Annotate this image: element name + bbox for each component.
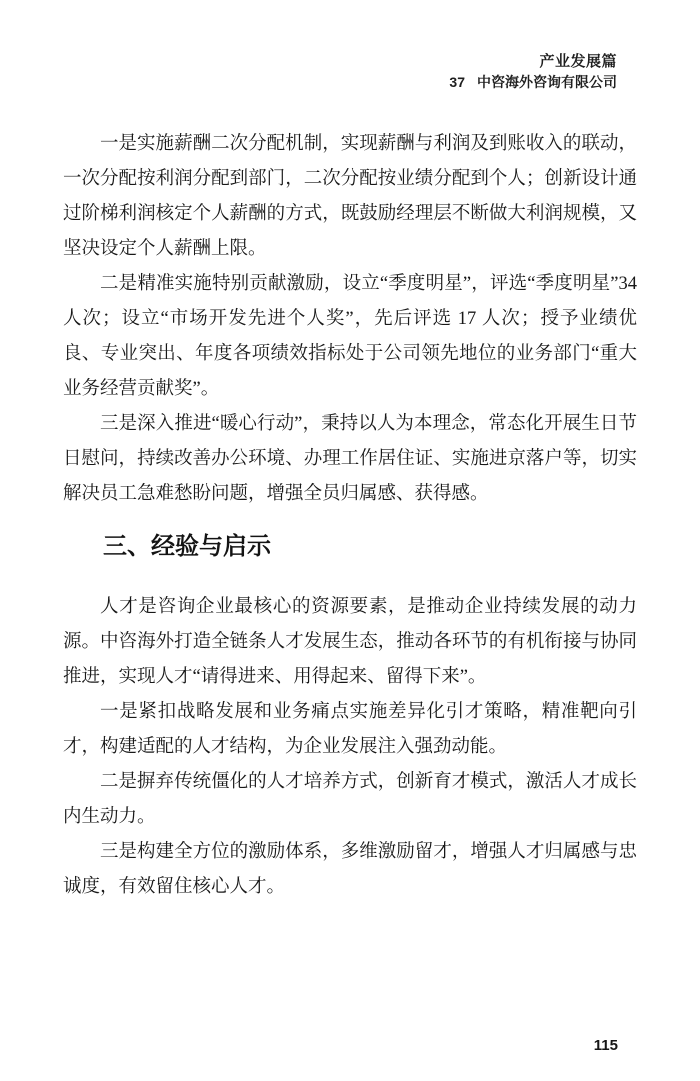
header-section-title: 产业发展篇 <box>539 53 617 70</box>
body-paragraph: 一是实施薪酬二次分配机制，实现薪酬与利润及到账收入的联动，一次分配按利润分配到部门，二次分配按业绩分配到个人；创新设计通过阶梯利润核定个人薪酬的方式，既鼓励经理层不断做大利润规模，又坚决设定个人薪酬上限。 <box>63 134 637 259</box>
page-header <box>449 53 617 90</box>
body-paragraph: 三是深入推进“暖心行动”，秉持以人为本理念，常态化开展生日节日慰问，持续改善办公环境、办理工作居住证、实施进京落户等，切实解决员工急难愁盼问题，增强全员归属感、获得感。 <box>63 414 637 504</box>
body-paragraph: 二是摒弃传统僵化的人才培养方式，创新育才模式，激活人才成长内生动力。 <box>63 772 637 827</box>
section-heading: 三、经验与启示 <box>103 533 271 560</box>
body-paragraph: 二是精准实施特别贡献激励，设立“季度明星”，评选“季度明星”34 人次；设立“市场开发先进个人奖”，先后评选 17 人次；授予业绩优良、专业突出、年度各项绩效指标处于公司领先地位的业务部门“重大业务经营贡献奖”。 <box>63 274 637 399</box>
body-paragraph: 一是紧扣战略发展和业务痛点实施差异化引才策略，精准靶向引才，构建适配的人才结构，为企业发展注入强劲动能。 <box>63 702 637 757</box>
document-body <box>63 127 637 905</box>
body-paragraph: 三是构建全方位的激励体系，多维激励留才，增强人才归属感与忠诚度，有效留住核心人才。 <box>63 842 637 897</box>
header-chapter-number: 37 <box>449 74 465 90</box>
body-paragraph: 人才是咨询企业最核心的资源要素，是推动企业持续发展的动力源。中咨海外打造全链条人才发展生态，推动各环节的有机衔接与协同推进，实现人才“请得进来、用得起来、留得下来”。 <box>63 597 637 687</box>
page-number: 115 <box>593 1037 618 1054</box>
header-company-name: 中咨海外咨询有限公司 <box>477 74 617 90</box>
header-subtitle <box>449 74 617 90</box>
